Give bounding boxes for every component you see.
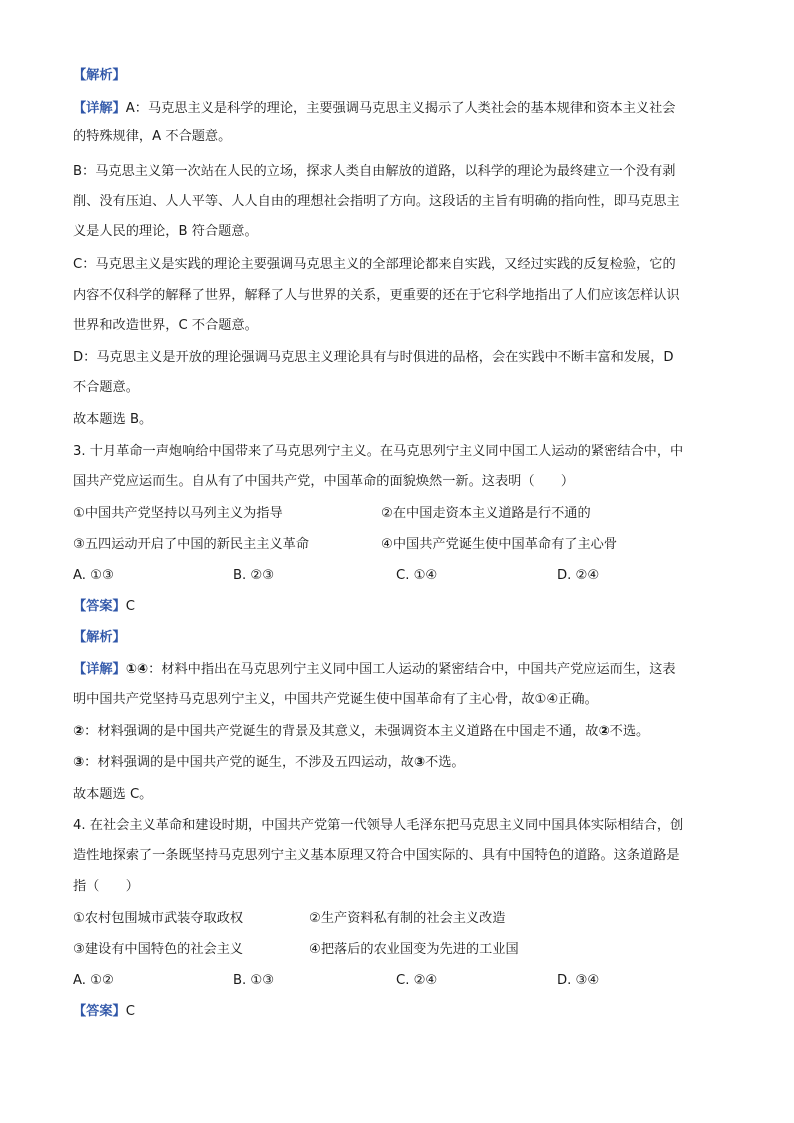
detail-line-a1: [73, 99, 675, 119]
detail-line-c1: C：马克思主义是实践的理论主要强调马克思主义的全部理论都来自实践，又经过实践的反复检验，它的: [73, 257, 676, 272]
detail-text: ：材料强调的是中国共产党的诞生，不涉及五四运动，故: [84, 755, 414, 770]
q3-option-b: B. ②③: [233, 568, 275, 583]
detail-text: ：材料强调的是中国共产党诞生的背景及其意义，未强调资本主义道路在中国走不通，故: [84, 724, 599, 739]
detail-line-d2: 不合题意。: [73, 380, 139, 395]
detail-mark: ①④: [125, 662, 149, 677]
answer-tag: 【答案】: [73, 599, 126, 614]
q3-conclusion: 故本题选 C。: [73, 787, 153, 802]
detail-mark-end: ②: [598, 724, 610, 739]
answer-value: C: [125, 1004, 135, 1019]
detail-line-b1: B：马克思主义第一次站在人民的立场，探求人类自由解放的道路，以科学的理论为最终建立一个没有剥: [73, 164, 676, 179]
q4-option-c: C. ②④: [396, 973, 438, 988]
detail-text: ：材料中指出在马克思列宁主义同中国工人运动的紧密结合中，中国共产党应运而生，这表: [148, 662, 676, 677]
q3-answer: [73, 597, 135, 617]
q3-detail-1-line2: 明中国共产党坚持马克思列宁主义，中国共产党诞生使中国革命有了主心骨，故①④正确。: [73, 692, 598, 707]
q3-statement-2: ②在中国走资本主义道路是行不通的: [381, 506, 591, 521]
q4-answer: [73, 1002, 135, 1022]
detail-mark: ②: [73, 724, 85, 739]
q3-detail-3: [73, 753, 465, 773]
detail-tail: 不选。: [609, 724, 650, 739]
q3-option-c: C. ①④: [396, 568, 438, 583]
detail-tag: 【详解】: [73, 101, 126, 116]
q3-detail-1: [73, 660, 676, 680]
detail-text: A：马克思主义是科学的理论，主要强调马克思主义揭示了人类社会的基本规律和资本主义社会: [125, 101, 676, 116]
q4-statement-1: ①农村包围城市武装夺取政权: [73, 911, 244, 926]
analysis-heading: 【解析】: [73, 68, 126, 83]
q4-statement-4: ④把落后的农业国变为先进的工业国: [309, 942, 519, 957]
q4-statement-2: ②生产资料私有制的社会主义改造: [309, 911, 506, 926]
q3-detail-2: [73, 722, 649, 742]
detail-line-b2: 削、没有压迫、人人平等、人人自由的理想社会指明了方向。这段话的主旨有明确的指向性，即马克思主: [73, 194, 680, 209]
q3-statement-4: ④中国共产党诞生使中国革命有了主心骨: [381, 537, 618, 552]
q3-option-a: A. ①③: [73, 568, 114, 583]
detail-mark-end: ③: [413, 755, 426, 770]
q4-statement-3: ③建设有中国特色的社会主义: [73, 942, 244, 957]
q4-option-d: D. ③④: [557, 973, 600, 988]
detail-line-a2: 的特殊规律，A 不合题意。: [73, 129, 232, 144]
q3-analysis-heading: 【解析】: [73, 630, 126, 645]
detail-tag: 【详解】: [73, 662, 126, 677]
answer-value: C: [125, 599, 135, 614]
q3-stem-line2: 国共产党应运而生。自从有了中国共产党，中国革命的面貌焕然一新。这表明（ ）: [73, 474, 575, 489]
detail-line-d1: D：马克思主义是开放的理论强调马克思主义理论具有与时俱进的品格，会在实践中不断丰富和发展，D: [73, 350, 674, 365]
q3-stem-line1: 3. 十月革命一声炮响给中国带来了马克思列宁主义。在马克思列宁主义同中国工人运动的紧密结合中，中: [73, 444, 684, 459]
q3-option-d: D. ②④: [557, 568, 600, 583]
q3-statement-3: ③五四运动开启了中国的新民主主义革命: [73, 537, 310, 552]
answer-tag: 【答案】: [73, 1004, 126, 1019]
detail-mark: ③: [73, 755, 85, 770]
q4-stem-line1: 4. 在社会主义革命和建设时期，中国共产党第一代领导人毛泽东把马克思主义同中国具体实际相结合，创: [73, 818, 684, 833]
q4-stem-line2: 造性地探索了一条既坚持马克思列宁主义基本原理又符合中国实际的、具有中国特色的道路。这条道路是: [73, 848, 680, 863]
q4-option-a: A. ①②: [73, 973, 114, 988]
conclusion: 故本题选 B。: [73, 412, 153, 427]
q4-option-b: B. ①③: [233, 973, 275, 988]
q4-stem-line3: 指（ ）: [73, 879, 139, 894]
detail-tail: 不选。: [425, 755, 465, 770]
detail-line-c2: 内容不仅科学的解释了世界，解释了人与世界的关系，更重要的还在于它科学地指出了人们应该怎样认识: [73, 288, 680, 303]
detail-line-b3: 义是人民的理论，B 符合题意。: [73, 224, 258, 239]
detail-line-c3: 世界和改造世界，C 不合题意。: [73, 318, 258, 333]
q3-statement-1: ①中国共产党坚持以马列主义为指导: [73, 506, 283, 521]
